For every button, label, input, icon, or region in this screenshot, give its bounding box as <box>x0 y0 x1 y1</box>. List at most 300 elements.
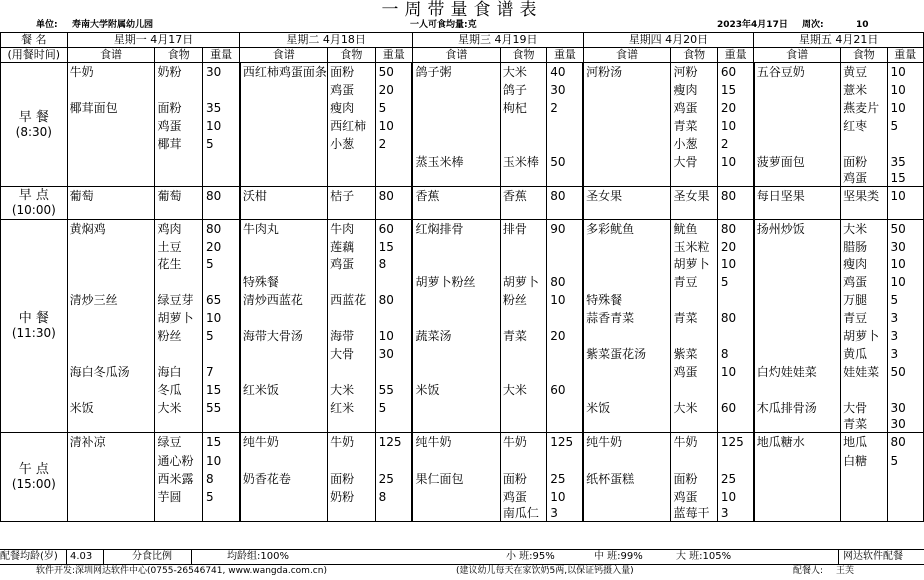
menu-row <box>1 309 924 327</box>
ingredient-qty: 55 <box>375 381 412 399</box>
ingredient-name: 瘦肉 <box>328 99 375 117</box>
recipe-name <box>583 381 671 399</box>
ingredient-name: 胡萝卜 <box>500 273 546 291</box>
ingredient-name: 鸡蛋 <box>155 117 202 135</box>
ingredient-name: 海白 <box>155 363 202 381</box>
ingredient-name: 地瓜 <box>841 433 887 453</box>
recipe-name <box>412 81 500 99</box>
meal-name: 午 点 <box>18 462 49 477</box>
recipe-name: 海带大骨汤 <box>240 327 328 345</box>
ingredient-qty: 5 <box>887 117 923 135</box>
ingredient-qty: 20 <box>375 81 412 99</box>
ingredient-name: 鸡肉 <box>155 220 202 240</box>
ingredient-name: 圣女果 <box>671 187 717 206</box>
ingredient-qty: 80 <box>887 433 923 453</box>
ingredient-qty <box>375 273 412 291</box>
ingredient-qty <box>202 345 239 363</box>
recipe-name <box>240 99 328 117</box>
ingredient-name <box>328 506 375 522</box>
ingredient-name: 蓝莓干 <box>671 506 717 522</box>
ingredient-qty <box>717 381 753 399</box>
ingredient-qty <box>717 417 753 433</box>
ingredient-qty: 30 <box>887 399 923 417</box>
ingredient-name <box>671 327 717 345</box>
ingredient-name <box>671 171 717 187</box>
ingredient-name: 红米 <box>328 399 375 417</box>
ingredient-qty: 60 <box>717 63 753 82</box>
ingredient-qty: 125 <box>547 433 583 453</box>
recipe-name: 特殊餐 <box>240 273 328 291</box>
ingredient-qty <box>717 171 753 187</box>
page-title: 一周带量食谱表 <box>381 0 543 20</box>
ingredient-name: 大米 <box>841 220 887 240</box>
day-header: 星期三 4月19日 <box>412 33 583 48</box>
recipe-name: 米饭 <box>583 399 671 417</box>
menu-row <box>1 327 924 345</box>
qty-column-title: 重量 <box>717 48 753 63</box>
ingredient-name: 胡萝卜 <box>671 256 717 273</box>
ingredient-qty: 10 <box>547 291 583 309</box>
day-header: 星期四 4月20日 <box>583 33 754 48</box>
brand-label: 网达软件配餐 <box>843 551 903 562</box>
recipe-name <box>412 452 500 470</box>
recipe-name <box>412 135 500 153</box>
ingredient-qty: 60 <box>547 381 583 399</box>
ingredient-name <box>500 452 546 470</box>
ingredient-name <box>500 205 546 220</box>
ingredient-name <box>671 417 717 433</box>
ingredient-qty: 7 <box>202 363 239 381</box>
ingredient-name: 坚果类 <box>841 187 887 206</box>
recipe-name: 纯牛奶 <box>412 433 500 453</box>
recipe-name: 鸽子粥 <box>412 63 500 82</box>
ingredient-qty: 10 <box>717 117 753 135</box>
recipe-name <box>67 452 155 470</box>
recipe-name <box>240 488 328 506</box>
recipe-name: 清炒三丝 <box>67 291 155 309</box>
ingredient-name: 枸杞 <box>500 99 546 117</box>
ingredient-qty: 80 <box>375 291 412 309</box>
ingredient-name <box>155 417 202 433</box>
menu-row <box>1 273 924 291</box>
ingredient-qty: 80 <box>717 187 753 206</box>
menu-row <box>1 506 924 522</box>
ingredient-name <box>328 273 375 291</box>
ingredient-name <box>500 256 546 273</box>
menu-row <box>1 239 924 256</box>
milk-advice: (建议幼儿每天在家饮奶5两,以保证钙摄入量) <box>456 566 634 576</box>
ingredient-name: 牛奶 <box>328 433 375 453</box>
ingredient-qty <box>717 327 753 345</box>
ingredient-name: 青菜 <box>671 309 717 327</box>
recipe-name: 清补凉 <box>67 433 155 453</box>
ingredient-qty: 10 <box>547 488 583 506</box>
recipe-name <box>583 452 671 470</box>
ingredient-name: 河粉 <box>671 63 717 82</box>
ingredient-name: 鸽子 <box>500 81 546 99</box>
qty-column-title: 重量 <box>887 48 923 63</box>
ingredient-name: 莲藕 <box>328 239 375 256</box>
qty-column-title: 重量 <box>375 48 412 63</box>
menu-row <box>1 452 924 470</box>
recipe-name <box>754 81 841 99</box>
meal-time-subtitle: (用餐时间) <box>1 48 68 63</box>
ingredient-name <box>328 205 375 220</box>
ingredient-name <box>328 309 375 327</box>
ingredient-qty: 80 <box>202 187 239 206</box>
ingredient-name: 小葱 <box>328 135 375 153</box>
recipe-name: 米饭 <box>412 381 500 399</box>
ingredient-name <box>155 153 202 171</box>
recipe-name <box>240 81 328 99</box>
ingredient-qty <box>547 417 583 433</box>
ingredient-qty <box>375 205 412 220</box>
ingredient-name: 瘦肉 <box>671 81 717 99</box>
recipe-name: 纸杯蛋糕 <box>583 470 671 488</box>
ingredient-qty: 80 <box>717 309 753 327</box>
recipe-name <box>754 239 841 256</box>
meal-column-title: 餐 名 <box>1 33 68 48</box>
ingredient-qty: 30 <box>547 81 583 99</box>
menu-row <box>1 433 924 453</box>
recipe-name <box>583 506 671 522</box>
recipe-name <box>412 171 500 187</box>
ingredient-name: 鸡蛋 <box>500 488 546 506</box>
ingredient-name <box>841 381 887 399</box>
ingredient-name <box>500 309 546 327</box>
ingredient-qty: 30 <box>887 239 923 256</box>
recipe-name <box>754 327 841 345</box>
recipe-name <box>754 205 841 220</box>
ingredient-qty: 8 <box>375 488 412 506</box>
recipe-name <box>754 117 841 135</box>
ingredient-qty <box>375 417 412 433</box>
ingredient-name: 白糖 <box>841 452 887 470</box>
day-header: 星期一 4月17日 <box>67 33 240 48</box>
ingredient-qty <box>547 135 583 153</box>
ingredient-name: 面粉 <box>500 470 546 488</box>
ingredient-name: 牛奶 <box>671 433 717 453</box>
recipe-name <box>583 239 671 256</box>
recipe-name <box>412 417 500 433</box>
ingredient-qty <box>887 135 923 153</box>
ingredient-qty <box>202 205 239 220</box>
menu-row <box>1 399 924 417</box>
recipe-name: 牛奶 <box>67 63 155 82</box>
ingredient-name: 鸡蛋 <box>671 363 717 381</box>
ingredient-name: 紫菜 <box>671 345 717 363</box>
ingredient-name: 冬瓜 <box>155 381 202 399</box>
recipe-name: 海白冬瓜汤 <box>67 363 155 381</box>
recipe-name <box>754 417 841 433</box>
recipe-name <box>240 399 328 417</box>
meal-name: 早 餐 <box>18 109 49 125</box>
recipe-name <box>67 470 155 488</box>
ingredient-name: 红枣 <box>841 117 887 135</box>
recipe-name <box>67 171 155 187</box>
meal-name: 中 餐 <box>18 311 49 326</box>
recipe-name: 特殊餐 <box>583 291 671 309</box>
ingredient-qty <box>547 399 583 417</box>
menu-row <box>1 81 924 99</box>
ingredient-qty <box>547 363 583 381</box>
ingredient-name <box>328 452 375 470</box>
menu-row <box>1 135 924 153</box>
recipe-name <box>412 506 500 522</box>
ingredient-name <box>841 506 887 522</box>
ingredient-qty: 80 <box>202 220 239 240</box>
ingredient-qty: 10 <box>887 187 923 206</box>
ingredient-qty <box>375 506 412 522</box>
ingredient-name <box>155 273 202 291</box>
ingredient-qty: 5 <box>202 256 239 273</box>
recipe-name <box>240 506 328 522</box>
ingredient-name <box>841 205 887 220</box>
ingredient-name: 青菜 <box>671 117 717 135</box>
ingredient-qty <box>547 345 583 363</box>
ingredient-qty <box>547 309 583 327</box>
meal-time: (10:00) <box>11 203 56 217</box>
ingredient-qty: 15 <box>375 239 412 256</box>
ingredient-qty: 15 <box>202 433 239 453</box>
ingredient-name <box>328 363 375 381</box>
menu-row <box>1 381 924 399</box>
recipe-name <box>754 488 841 506</box>
menu-date: 2023年4月17日 <box>717 20 788 30</box>
food-column-title: 食物 <box>155 48 202 63</box>
ingredient-qty: 5 <box>202 327 239 345</box>
ingredient-qty: 30 <box>202 63 239 82</box>
menu-row <box>1 99 924 117</box>
ingredient-name <box>500 239 546 256</box>
ingredient-name <box>500 417 546 433</box>
ingredient-name: 鸡蛋 <box>671 99 717 117</box>
ingredient-name: 牛肉 <box>328 220 375 240</box>
week-label: 周次: <box>802 20 824 30</box>
recipe-name: 奶香花卷 <box>240 470 328 488</box>
recipe-name: 蒜香青菜 <box>583 309 671 327</box>
ingredient-qty <box>717 291 753 309</box>
recipe-name <box>67 117 155 135</box>
menu-row <box>1 291 924 309</box>
ingredient-name: 面粉 <box>328 63 375 82</box>
ingredient-qty <box>547 205 583 220</box>
ingredient-name <box>841 488 887 506</box>
recipe-name: 胡萝卜粉丝 <box>412 273 500 291</box>
recipe-name: 扬州炒饭 <box>754 220 841 240</box>
ingredient-name: 胡萝卜 <box>841 327 887 345</box>
ingredient-name: 玉米粒 <box>671 239 717 256</box>
recipe-name <box>412 345 500 363</box>
ingredient-name: 黄瓜 <box>841 345 887 363</box>
recipe-name: 地瓜糖水 <box>754 433 841 453</box>
meal-person-label: 配餐人: <box>793 566 824 576</box>
ratio-small-class: 小 班:95% <box>506 551 555 562</box>
recipe-name <box>583 171 671 187</box>
ingredient-qty: 15 <box>202 381 239 399</box>
ingredient-name: 鱿鱼 <box>671 220 717 240</box>
recipe-name: 五谷豆奶 <box>754 63 841 82</box>
recipe-column-title: 食谱 <box>240 48 328 63</box>
recipe-name: 多彩鱿鱼 <box>583 220 671 240</box>
developer-credit: 软件开发:深圳网达软件中心(0755-26546741, www.wangda.com.cn) <box>36 566 327 576</box>
ingredient-name <box>841 470 887 488</box>
ingredient-qty: 20 <box>547 327 583 345</box>
recipe-name: 每日坚果 <box>754 187 841 206</box>
ingredient-name: 椰茸 <box>155 135 202 153</box>
ingredient-name <box>328 171 375 187</box>
ingredient-qty: 80 <box>547 273 583 291</box>
meal-time: (8:30) <box>15 124 52 139</box>
recipe-name <box>240 171 328 187</box>
recipe-name <box>583 417 671 433</box>
recipe-name <box>754 309 841 327</box>
recipe-name <box>67 309 155 327</box>
recipe-name: 白灼娃娃菜 <box>754 363 841 381</box>
ingredient-qty <box>547 171 583 187</box>
ingredient-name: 青豆 <box>841 309 887 327</box>
ingredient-qty: 3 <box>547 506 583 522</box>
ingredient-name: 南瓜仁 <box>500 506 546 522</box>
recipe-name <box>67 506 155 522</box>
ingredient-name <box>500 399 546 417</box>
recipe-name <box>412 399 500 417</box>
menu-row <box>1 417 924 433</box>
recipe-name <box>754 345 841 363</box>
ingredient-qty: 10 <box>717 256 753 273</box>
ingredient-qty: 15 <box>717 81 753 99</box>
recipe-name <box>240 117 328 135</box>
ratio-large-class: 大 班:105% <box>676 551 732 562</box>
menu-row <box>1 488 924 506</box>
meal-name: 早 点 <box>18 188 49 203</box>
ingredient-qty: 25 <box>375 470 412 488</box>
ingredient-qty: 2 <box>547 99 583 117</box>
ingredient-qty <box>717 205 753 220</box>
ingredient-name: 青菜 <box>500 327 546 345</box>
ingredient-qty: 8 <box>717 345 753 363</box>
ratio-middle-class: 中 班:99% <box>594 551 643 562</box>
ingredient-qty <box>547 117 583 135</box>
ingredient-qty: 8 <box>375 256 412 273</box>
recipe-name: 蒸玉米棒 <box>412 153 500 171</box>
ingredient-name: 通心粉 <box>155 452 202 470</box>
ingredient-name: 瘦肉 <box>841 256 887 273</box>
ingredient-qty: 10 <box>202 309 239 327</box>
qty-column-title: 重量 <box>547 48 583 63</box>
meal-time: (11:30) <box>11 326 56 340</box>
ingredient-name <box>155 506 202 522</box>
recipe-name <box>754 99 841 117</box>
ingredient-qty <box>202 153 239 171</box>
ingredient-qty <box>202 171 239 187</box>
ingredient-qty: 35 <box>887 153 923 171</box>
recipe-name <box>754 256 841 273</box>
ingredient-name: 桔子 <box>328 187 375 206</box>
ingredient-qty: 2 <box>375 135 412 153</box>
recipe-name <box>754 291 841 309</box>
ingredient-name: 土豆 <box>155 239 202 256</box>
ingredient-name: 葡萄 <box>155 187 202 206</box>
day-header: 星期二 4月18日 <box>240 33 413 48</box>
ingredient-name <box>841 135 887 153</box>
ingredient-name: 西米露 <box>155 470 202 488</box>
menu-row <box>1 117 924 135</box>
ingredient-qty: 3 <box>717 506 753 522</box>
recipe-name <box>67 256 155 273</box>
recipe-name <box>67 417 155 433</box>
ingredient-qty: 20 <box>202 239 239 256</box>
ingredient-qty: 50 <box>887 363 923 381</box>
ingredient-qty: 15 <box>887 171 923 187</box>
ingredient-qty: 10 <box>202 117 239 135</box>
food-column-title: 食物 <box>671 48 717 63</box>
recipe-name <box>67 345 155 363</box>
menu-row <box>1 153 924 171</box>
ingredient-qty: 10 <box>887 99 923 117</box>
meal-name-cell <box>1 220 68 433</box>
recipe-name <box>583 363 671 381</box>
ingredient-name <box>155 171 202 187</box>
recipe-name: 葡萄 <box>67 187 155 206</box>
recipe-name <box>67 488 155 506</box>
recipe-name <box>412 239 500 256</box>
ingredient-qty: 10 <box>887 273 923 291</box>
ingredient-qty: 10 <box>887 256 923 273</box>
ingredient-qty: 30 <box>375 345 412 363</box>
recipe-name <box>67 273 155 291</box>
recipe-name <box>583 256 671 273</box>
ingredient-qty: 5 <box>887 291 923 309</box>
recipe-name <box>67 135 155 153</box>
recipe-name <box>583 327 671 345</box>
avg-age-value: 4.03 <box>70 551 93 562</box>
ingredient-name <box>155 205 202 220</box>
recipe-name <box>754 452 841 470</box>
ingredient-name <box>500 135 546 153</box>
meal-time: (15:00) <box>11 477 56 491</box>
recipe-name <box>240 345 328 363</box>
meal-person-name: 王芙 <box>836 566 855 576</box>
ingredient-qty: 50 <box>547 153 583 171</box>
avg-age-label: 配餐均龄(岁) <box>0 551 58 562</box>
recipe-name: 果仁面包 <box>412 470 500 488</box>
ingredient-name: 奶粉 <box>328 488 375 506</box>
recipe-name: 黄焖鸡 <box>67 220 155 240</box>
ingredient-name: 大米 <box>500 381 546 399</box>
ingredient-name: 面粉 <box>155 99 202 117</box>
ingredient-name: 粉丝 <box>500 291 546 309</box>
ingredient-name: 大骨 <box>328 345 375 363</box>
recipe-name <box>412 205 500 220</box>
ingredient-qty <box>887 488 923 506</box>
ingredient-qty <box>887 205 923 220</box>
ratio-avg-group: 均龄组:100% <box>227 551 289 562</box>
ingredient-qty: 10 <box>375 327 412 345</box>
recipe-name <box>67 205 155 220</box>
ingredient-name: 大骨 <box>671 153 717 171</box>
recipe-name <box>240 417 328 433</box>
ingredient-name: 大米 <box>500 63 546 82</box>
ingredient-qty <box>547 256 583 273</box>
ingredient-name <box>671 205 717 220</box>
recipe-name <box>67 153 155 171</box>
ingredient-qty: 40 <box>547 63 583 82</box>
recipe-name: 沃柑 <box>240 187 328 206</box>
ingredient-qty <box>887 381 923 399</box>
ingredient-qty <box>375 153 412 171</box>
ingredient-name: 绿豆芽 <box>155 291 202 309</box>
